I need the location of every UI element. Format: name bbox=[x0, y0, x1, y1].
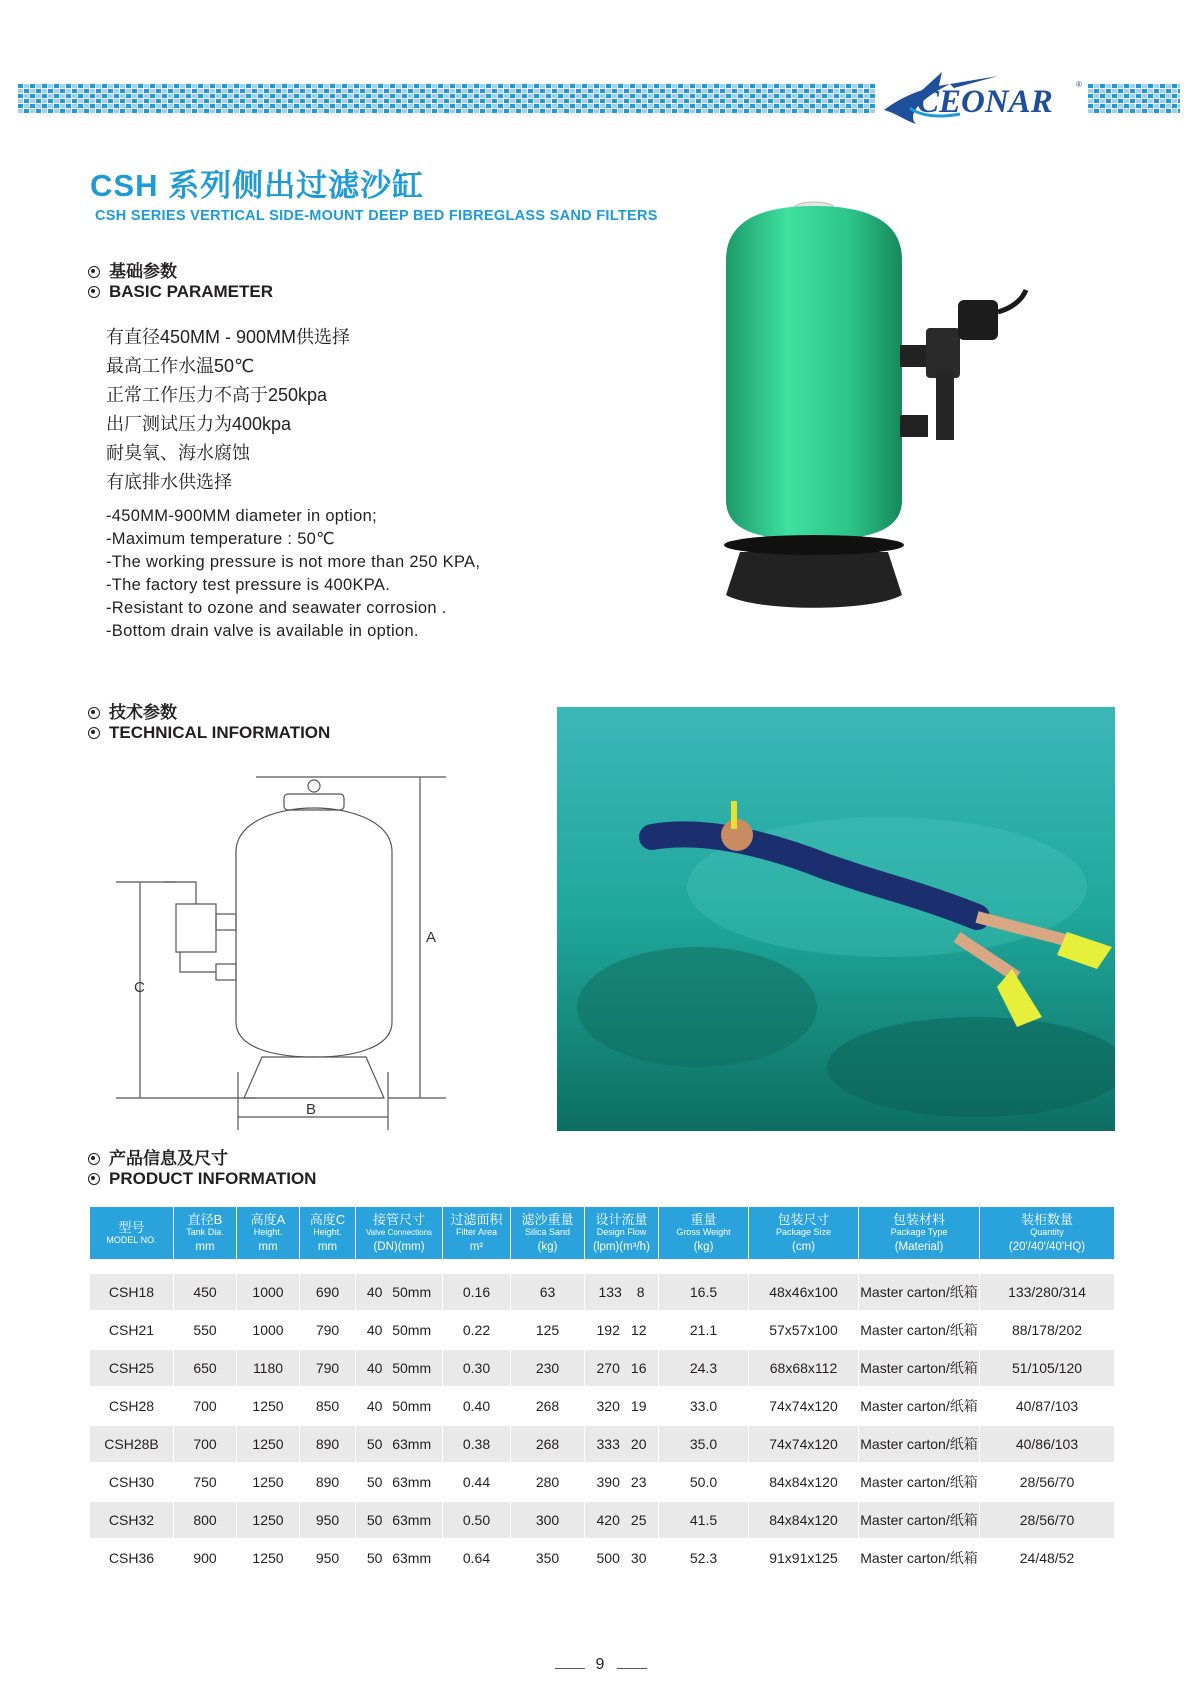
dim-label-b: B bbox=[306, 1101, 317, 1118]
product-table bbox=[90, 1207, 1114, 1578]
table-cell: 133/280/314 bbox=[979, 1274, 1114, 1312]
table-cell: 74x74x120 bbox=[748, 1388, 858, 1426]
bullet-icon bbox=[88, 286, 100, 298]
table-cell: 690 bbox=[299, 1274, 355, 1312]
param-cn-line: 出厂测试压力为400kpa bbox=[106, 414, 292, 434]
table-cell: 16.5 bbox=[658, 1274, 748, 1312]
table-cell: 890 bbox=[299, 1464, 355, 1502]
table-cell: 0.40 bbox=[442, 1388, 510, 1426]
table-cell: 88/178/202 bbox=[979, 1312, 1114, 1350]
col-header: 重量 Gross Weight (kg) bbox=[658, 1207, 748, 1259]
table-cell: 84x84x120 bbox=[748, 1464, 858, 1502]
table-cell: 1000 bbox=[236, 1312, 299, 1350]
page-title-cn: CSH 系列侧出过滤沙缸 bbox=[90, 168, 425, 203]
table-cell: CSH30 bbox=[90, 1464, 173, 1502]
param-cn-line: 正常工作压力不高于250kpa bbox=[106, 385, 328, 405]
table-cell: 63 bbox=[510, 1274, 584, 1312]
table-cell: 450 bbox=[173, 1274, 236, 1312]
table-cell: 350 bbox=[510, 1540, 584, 1578]
param-en-line: -The working pressure is not more than 250 KPA, bbox=[106, 553, 481, 571]
col-header: 包装尺寸 Package Size (cm) bbox=[748, 1207, 858, 1259]
header-pattern bbox=[18, 84, 876, 114]
table-cell: 230 bbox=[510, 1350, 584, 1388]
page-title-en: CSH SERIES VERTICAL SIDE-MOUNT DEEP BED FIBREGLASS SAND FILTERS bbox=[95, 208, 658, 224]
param-cn-line: 耐臭氧、海水腐蚀 bbox=[106, 443, 250, 463]
table-cell: 1180 bbox=[236, 1350, 299, 1388]
table-row bbox=[90, 1426, 1114, 1464]
table-cell: 24.3 bbox=[658, 1350, 748, 1388]
table-cell: 0.50 bbox=[442, 1502, 510, 1540]
table-row bbox=[90, 1350, 1114, 1388]
registered-mark: ® bbox=[1076, 80, 1082, 89]
basic-parameter-cn-list bbox=[106, 323, 350, 497]
table-cell: Master carton/纸箱 bbox=[858, 1274, 979, 1312]
header-pattern-right bbox=[1088, 84, 1180, 114]
table-cell: Master carton/纸箱 bbox=[858, 1426, 979, 1464]
table-row bbox=[90, 1540, 1114, 1578]
param-en-line: -Resistant to ozone and seawater corrosion . bbox=[106, 599, 447, 617]
table-cell: Master carton/纸箱 bbox=[858, 1350, 979, 1388]
table-cell: 91x91x125 bbox=[748, 1540, 858, 1578]
table-cell: 68x68x112 bbox=[748, 1350, 858, 1388]
brand-name: CEONAR bbox=[917, 84, 1053, 120]
table-cell: 28/56/70 bbox=[979, 1464, 1114, 1502]
table-cell: 41.5 bbox=[658, 1502, 748, 1540]
table-cell: 50.0 bbox=[658, 1464, 748, 1502]
table-cell: 700 bbox=[173, 1388, 236, 1426]
table-cell: Master carton/纸箱 bbox=[858, 1540, 979, 1578]
table-cell: 268 bbox=[510, 1426, 584, 1464]
dim-label-c: C bbox=[134, 979, 145, 996]
bullet-icon bbox=[88, 727, 100, 739]
col-header: 包装材料 Package Type (Material) bbox=[858, 1207, 979, 1259]
table-cell: CSH28 bbox=[90, 1388, 173, 1426]
table-cell: 125 bbox=[510, 1312, 584, 1350]
table-cell: 700 bbox=[173, 1426, 236, 1464]
table-cell: CSH25 bbox=[90, 1350, 173, 1388]
table-cell: 40 50mm bbox=[355, 1274, 442, 1312]
table-cell: 0.38 bbox=[442, 1426, 510, 1464]
table-cell: 40 50mm bbox=[355, 1312, 442, 1350]
table-cell: 74x74x120 bbox=[748, 1426, 858, 1464]
table-cell: CSH21 bbox=[90, 1312, 173, 1350]
sand-filter-photo bbox=[722, 200, 1032, 620]
table-cell: 333 20 bbox=[584, 1426, 658, 1464]
table-cell: 50 63mm bbox=[355, 1426, 442, 1464]
basic-parameter-en-list bbox=[106, 505, 480, 643]
param-en-line: -Bottom drain valve is available in option. bbox=[106, 622, 419, 640]
table-cell: 900 bbox=[173, 1540, 236, 1578]
col-header: 滤沙重量 Silica Sand (kg) bbox=[510, 1207, 584, 1259]
snorkeler-photo bbox=[557, 707, 1115, 1131]
table-cell: 850 bbox=[299, 1388, 355, 1426]
param-cn-line: 有直径450MM - 900MM供选择 bbox=[106, 327, 351, 347]
table-cell: 84x84x120 bbox=[748, 1502, 858, 1540]
table-cell: 0.16 bbox=[442, 1274, 510, 1312]
table-cell: 40 50mm bbox=[355, 1350, 442, 1388]
table-cell: CSH28B bbox=[90, 1426, 173, 1464]
table-cell: 800 bbox=[173, 1502, 236, 1540]
table-cell: 0.22 bbox=[442, 1312, 510, 1350]
table-cell: 0.64 bbox=[442, 1540, 510, 1578]
param-cn-line: 最高工作水温50℃ bbox=[106, 356, 255, 376]
table-cell: 320 19 bbox=[584, 1388, 658, 1426]
table-cell: 50 63mm bbox=[355, 1464, 442, 1502]
table-cell: 1000 bbox=[236, 1274, 299, 1312]
param-cn-line: 有底排水供选择 bbox=[106, 472, 232, 492]
table-cell: 950 bbox=[299, 1502, 355, 1540]
col-header: 装柜数量 Quantity (20'/40'/40'HQ) bbox=[979, 1207, 1114, 1259]
table-row bbox=[90, 1502, 1114, 1540]
table-cell: CSH36 bbox=[90, 1540, 173, 1578]
page-number: 9 bbox=[595, 1656, 605, 1673]
table-cell: 35.0 bbox=[658, 1426, 748, 1464]
ceonar-logo bbox=[880, 70, 1086, 128]
bullet-icon bbox=[88, 707, 100, 719]
table-cell: 750 bbox=[173, 1464, 236, 1502]
bullet-icon bbox=[88, 1153, 100, 1165]
product-information-heading: 产品信息及尺寸 PRODUCT INFORMATION bbox=[88, 1149, 316, 1189]
table-cell: 790 bbox=[299, 1350, 355, 1388]
table-cell: 650 bbox=[173, 1350, 236, 1388]
col-header: 高度A Height. mm bbox=[236, 1207, 299, 1259]
bullet-icon bbox=[88, 1173, 100, 1185]
table-cell: 500 30 bbox=[584, 1540, 658, 1578]
col-header: 高度C Height. mm bbox=[299, 1207, 355, 1259]
col-header: 过滤面积 Filter Area m² bbox=[442, 1207, 510, 1259]
technical-information-heading: 技术参数 TECHNICAL INFORMATION bbox=[88, 703, 330, 743]
param-en-line: -450MM-900MM diameter in option; bbox=[106, 507, 377, 525]
table-cell: 192 12 bbox=[584, 1312, 658, 1350]
table-cell: 1250 bbox=[236, 1502, 299, 1540]
table-cell: Master carton/纸箱 bbox=[858, 1502, 979, 1540]
table-cell: 890 bbox=[299, 1426, 355, 1464]
table-cell: 0.30 bbox=[442, 1350, 510, 1388]
table-cell: 300 bbox=[510, 1502, 584, 1540]
table-cell: 40 50mm bbox=[355, 1388, 442, 1426]
col-header: 直径B Tank Dia. mm bbox=[173, 1207, 236, 1259]
col-header: 设计流量 Design Flow (lpm)(m³/h) bbox=[584, 1207, 658, 1259]
table-cell: 40/86/103 bbox=[979, 1426, 1114, 1464]
table-cell: 33.0 bbox=[658, 1388, 748, 1426]
table-cell: 50 63mm bbox=[355, 1502, 442, 1540]
table-cell: 550 bbox=[173, 1312, 236, 1350]
table-cell: 390 23 bbox=[584, 1464, 658, 1502]
table-cell: 21.1 bbox=[658, 1312, 748, 1350]
table-cell: 268 bbox=[510, 1388, 584, 1426]
param-en-line: -Maximum temperature : 50℃ bbox=[106, 530, 335, 548]
table-cell: Master carton/纸箱 bbox=[858, 1388, 979, 1426]
table-cell: 0.44 bbox=[442, 1464, 510, 1502]
table-cell: 1250 bbox=[236, 1540, 299, 1578]
table-cell: 133 8 bbox=[584, 1274, 658, 1312]
table-cell: 420 25 bbox=[584, 1502, 658, 1540]
table-cell: 1250 bbox=[236, 1426, 299, 1464]
table-cell: Master carton/纸箱 bbox=[858, 1464, 979, 1502]
table-cell: CSH32 bbox=[90, 1502, 173, 1540]
table-cell: 28/56/70 bbox=[979, 1502, 1114, 1540]
table-cell: 51/105/120 bbox=[979, 1350, 1114, 1388]
table-cell: 790 bbox=[299, 1312, 355, 1350]
param-en-line: -The factory test pressure is 400KPA. bbox=[106, 576, 391, 594]
table-cell: 52.3 bbox=[658, 1540, 748, 1578]
table-cell: 1250 bbox=[236, 1388, 299, 1426]
dimension-drawing bbox=[116, 772, 456, 1132]
table-row bbox=[90, 1312, 1114, 1350]
table-cell: 1250 bbox=[236, 1464, 299, 1502]
table-header-row bbox=[90, 1207, 1114, 1259]
col-header: 接管尺寸 Valve Connections (DN)(mm) bbox=[355, 1207, 442, 1259]
table-cell: 40/87/103 bbox=[979, 1388, 1114, 1426]
table-cell: 280 bbox=[510, 1464, 584, 1502]
table-cell: 24/48/52 bbox=[979, 1540, 1114, 1578]
dim-label-a: A bbox=[426, 929, 437, 946]
table-cell: CSH18 bbox=[90, 1274, 173, 1312]
table-cell: Master carton/纸箱 bbox=[858, 1312, 979, 1350]
table-row bbox=[90, 1464, 1114, 1502]
table-cell: 950 bbox=[299, 1540, 355, 1578]
table-row bbox=[90, 1388, 1114, 1426]
col-header: 型号 MODEL NO. bbox=[90, 1207, 173, 1259]
basic-parameter-heading: 基础参数 BASIC PARAMETER bbox=[88, 262, 273, 302]
table-cell: 57x57x100 bbox=[748, 1312, 858, 1350]
bullet-icon bbox=[88, 266, 100, 278]
table-cell: 50 63mm bbox=[355, 1540, 442, 1578]
table-cell: 270 16 bbox=[584, 1350, 658, 1388]
table-cell: 48x46x100 bbox=[748, 1274, 858, 1312]
footer-rule-right bbox=[617, 1668, 647, 1669]
table-row bbox=[90, 1274, 1114, 1312]
